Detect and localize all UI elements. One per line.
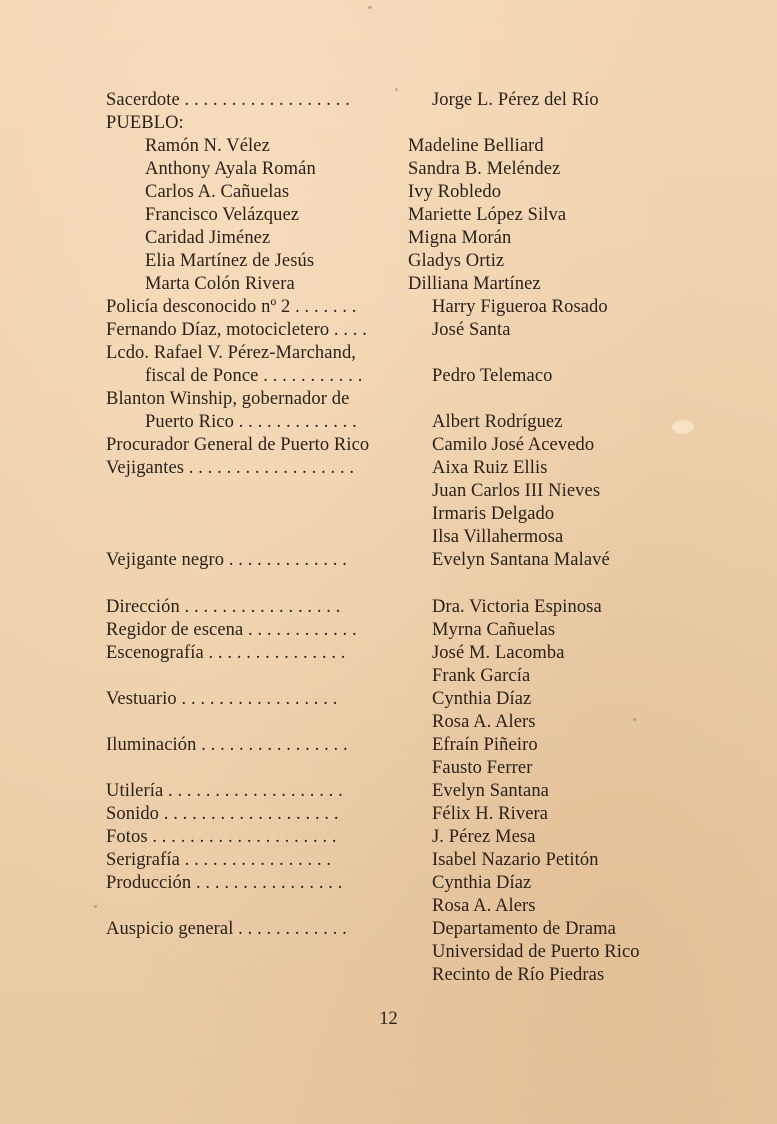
crew-member: Rosa A. Alers (432, 712, 536, 732)
cast-actor: Aixa Ruiz Ellis (432, 458, 548, 478)
cast-actor: Migna Morán (408, 228, 512, 248)
cast-actor: Dilliana Martínez (408, 274, 541, 294)
cast-role: Francisco Velázquez (145, 205, 300, 225)
crew-member: José M. Lacomba (432, 643, 565, 663)
cast-role: Fernando Díaz, motocicletero . . . . (106, 320, 367, 340)
cast-actor: Ilsa Villahermosa (432, 527, 564, 547)
cast-actor: Ivy Robledo (408, 182, 502, 202)
crew-role: Iluminación . . . . . . . . . . . . . . . . (106, 735, 348, 755)
cast-role: Elia Martínez de Jesús (145, 251, 315, 271)
crew-member: Departamento de Drama (432, 919, 616, 939)
crew-role: Auspicio general . . . . . . . . . . . . (106, 919, 347, 939)
crew-role: Dirección . . . . . . . . . . . . . . . . . (106, 597, 341, 617)
paper-speck (395, 88, 398, 91)
cast-actor: Harry Figueroa Rosado (432, 297, 608, 317)
cast-actor: Pedro Telemaco (432, 366, 553, 386)
crew-role: Regidor de escena . . . . . . . . . . . . (106, 620, 357, 640)
cast-role: Lcdo. Rafael V. Pérez-Marchand, (106, 343, 357, 363)
crew-member: Evelyn Santana (432, 781, 549, 801)
crew-member: Frank García (432, 666, 531, 686)
cast-role: fiscal de Ponce . . . . . . . . . . . (145, 366, 363, 386)
crew-member: Rosa A. Alers (432, 896, 536, 916)
cast-actor: Mariette López Silva (408, 205, 567, 225)
cast-role: Anthony Ayala Román (145, 159, 316, 179)
cast-actor: Albert Rodríguez (432, 412, 563, 432)
crew-role: Producción . . . . . . . . . . . . . . . . (106, 873, 343, 893)
cast-role: Procurador General de Puerto Rico (106, 435, 370, 455)
crew-member: Universidad de Puerto Rico (432, 942, 640, 962)
cast-actor: José Santa (432, 320, 511, 340)
crew-member: Cynthia Díaz (432, 689, 532, 709)
cast-role: Vejigante negro . . . . . . . . . . . . . (106, 550, 347, 570)
crew-role: Serigrafía . . . . . . . . . . . . . . . . (106, 850, 332, 870)
crew-role: Vestuario . . . . . . . . . . . . . . . . . (106, 689, 338, 709)
crew-member: Efraín Piñeiro (432, 735, 538, 755)
cast-role: Sacerdote . . . . . . . . . . . . . . . . . . (106, 90, 350, 110)
cast-role: PUEBLO: (106, 113, 184, 133)
crew-role: Sonido . . . . . . . . . . . . . . . . . . . (106, 804, 339, 824)
cast-actor: Madeline Belliard (408, 136, 544, 156)
cast-role: Policía desconocido nº 2 . . . . . . . (106, 297, 357, 317)
cast-role: Vejigantes . . . . . . . . . . . . . . . . . . (106, 458, 355, 478)
cast-role: Blanton Winship, gobernador de (106, 389, 350, 409)
paper-speck (633, 718, 636, 721)
cast-actor: Gladys Ortiz (408, 251, 505, 271)
crew-role: Escenografía . . . . . . . . . . . . . . . (106, 643, 346, 663)
paper-speck (672, 420, 694, 434)
page-number: 12 (379, 1009, 398, 1029)
crew-role: Fotos . . . . . . . . . . . . . . . . . . . . (106, 827, 337, 847)
cast-actor: Irmaris Delgado (432, 504, 555, 524)
crew-member: Myrna Cañuelas (432, 620, 556, 640)
crew-member: Félix H. Rivera (432, 804, 549, 824)
cast-actor: Evelyn Santana Malavé (432, 550, 610, 570)
cast-actor: Sandra B. Meléndez (408, 159, 561, 179)
paper-speck (368, 6, 372, 9)
cast-role: Caridad Jiménez (145, 228, 271, 248)
cast-role: Ramón N. Vélez (145, 136, 270, 156)
cast-role: Puerto Rico . . . . . . . . . . . . . (145, 412, 357, 432)
cast-actor: Jorge L. Pérez del Río (432, 90, 599, 110)
crew-member: Fausto Ferrer (432, 758, 533, 778)
crew-member: Dra. Victoria Espinosa (432, 597, 602, 617)
cast-actor: Camilo José Acevedo (432, 435, 595, 455)
crew-member: Cynthia Díaz (432, 873, 532, 893)
cast-role: Marta Colón Rivera (145, 274, 295, 294)
crew-member: Isabel Nazario Petitón (432, 850, 599, 870)
cast-role: Carlos A. Cañuelas (145, 182, 290, 202)
crew-role: Utilería . . . . . . . . . . . . . . . . . . . (106, 781, 343, 801)
cast-actor: Juan Carlos III Nieves (432, 481, 601, 501)
paper-speck (94, 905, 97, 908)
crew-member: J. Pérez Mesa (432, 827, 536, 847)
crew-member: Recinto de Río Piedras (432, 965, 605, 985)
